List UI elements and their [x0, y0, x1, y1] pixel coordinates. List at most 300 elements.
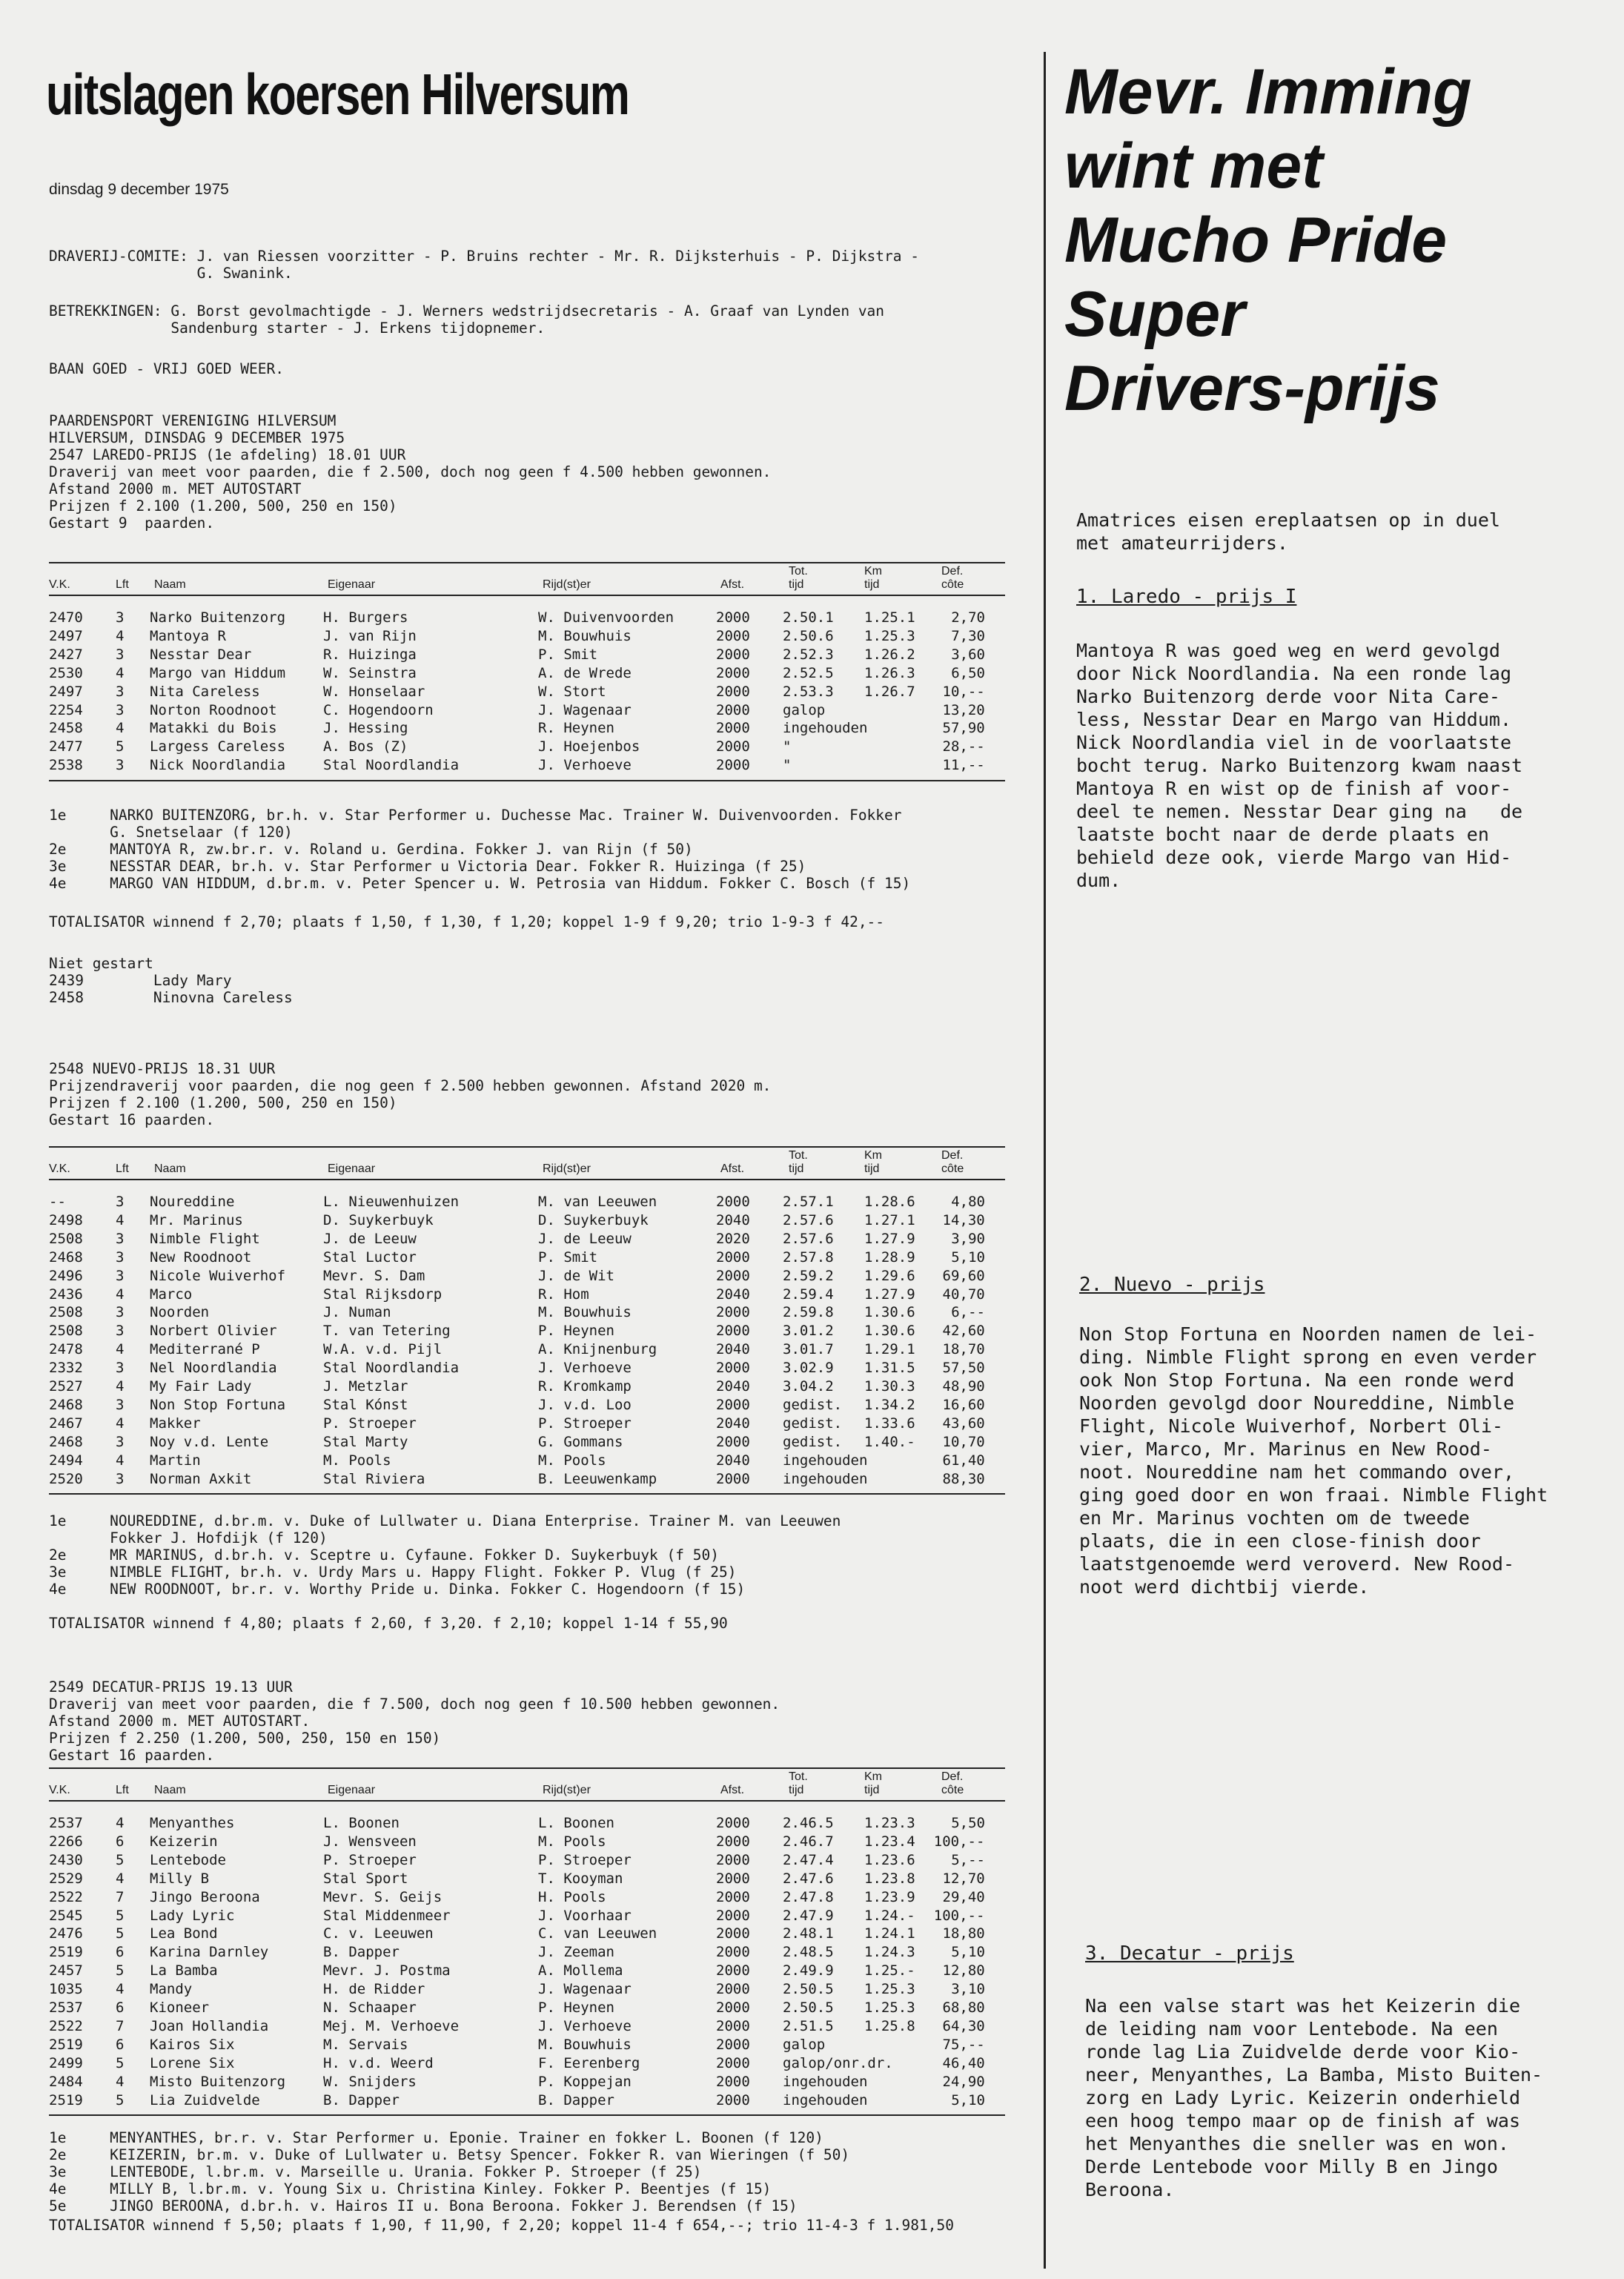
table-cell: 3.02.9 [783, 1360, 834, 1377]
table-cell: W. Honselaar [323, 683, 425, 700]
race-2-table [49, 1146, 1012, 1502]
table-cell: 2.50.6 [783, 627, 834, 644]
table-cell: ingehouden [783, 1452, 868, 1469]
table-row: 2508 3 Norbert Olivier T. van Tetering P. Heynen 2000 3.01.2 1.30.6 42,60 [49, 1323, 985, 1340]
table-cell: 2.53.3 [783, 683, 834, 700]
table-row: 2468 3 Noy v.d. Lente Stal Marty G. Gommans 2000 gedist. 1.40.- 10,70 [49, 1433, 985, 1450]
table-cell: 1.23.6 [864, 1851, 915, 1868]
table-cell: 2.46.7 [783, 1833, 834, 1850]
table-cell: H. de Ridder [323, 1981, 425, 1998]
race-1-table [49, 562, 1012, 784]
table-row: 2520 3 Norman Axkit Stal Riviera B. Leeuwenkamp 2000 ingehouden 88,30 [49, 1470, 985, 1487]
table-cell: 3 [116, 1248, 125, 1266]
table-cell: 2436 [49, 1286, 83, 1303]
table-cell: 2494 [49, 1452, 83, 1469]
table-cell: 2497 [49, 627, 83, 644]
table-cell: 2000 [716, 1981, 750, 1998]
table-cell: 2000 [716, 646, 750, 663]
table-cell: Stal Marty [323, 1433, 408, 1450]
table-cell: 5 [116, 1851, 125, 1868]
table-cell: 2496 [49, 1267, 83, 1284]
table-row: 2519 5 Lia Zuidvelde B. Dapper B. Dapper 2000 ingehouden 5,10 [49, 2091, 985, 2108]
table-cell: 3 [116, 757, 125, 774]
committee-text: DRAVERIJ-COMITE: J. van Riessen voorzitter - P. Bruins rechter - Mr. R. Dijksterhuis - P. Dijkstra - G. Swanink. [49, 248, 919, 282]
table-cell: 2000 [716, 1851, 750, 1868]
table-cell: 2000 [716, 1925, 750, 1942]
table-cell: W. Snijders [323, 2073, 417, 2090]
table-cell: 1.25.3 [864, 2000, 915, 2016]
table-cell: Jingo Beroona [150, 1888, 260, 1905]
table-cell: 2000 [716, 1304, 750, 1321]
table-top-rule [49, 1146, 1005, 1148]
table-cell: 7 [116, 2017, 125, 2034]
table-bottom-rule [49, 780, 1005, 781]
table-cell: galop [783, 2036, 826, 2053]
table-cell: R. Huizinga [323, 646, 417, 663]
table-cell: D. Suykerbuyk [538, 1211, 649, 1228]
table-cell: gedist. [783, 1433, 843, 1450]
table-cell: 2537 [49, 1815, 83, 1831]
table-cell: 2000 [716, 1888, 750, 1905]
table-cell: Lentebode [150, 1851, 226, 1868]
table-cell: 2000 [716, 2017, 750, 2034]
column-divider [1044, 52, 1046, 2269]
section-body-1: Mantoya R was goed weg en werd gevolgd door Nick Noordlandia. Na een ronde lag Narko Buitenzorg derde voor Nita Care- less, Nesstar Dear en Margo van Hiddum. Nick Noordlandia viel in de voorlaatste bocht terug. Narko Buitenzorg kwam naast Mantoya R en wist op de finish af voor- deel te nemen. Nesstar Dear ging na de laatste bocht naar de derde plaats en behield deze ook, vierde Margo van Hid- dum. [1076, 640, 1523, 891]
table-cell: 1.24.1 [864, 1925, 915, 1942]
table-cell: J. Voorhaar [538, 1907, 632, 1924]
table-cell: 4 [116, 1452, 125, 1469]
table-cell: 2.52.3 [783, 646, 834, 663]
table-cell: 2000 [716, 1962, 750, 1979]
table-cell: 3 [116, 1470, 125, 1487]
table-cell: 3 [116, 1194, 125, 1210]
table-row: 1035 4 Mandy H. de Ridder J. Wagenaar 2000 2.50.5 1.25.3 3,10 [49, 1981, 985, 1998]
column-header: côte [941, 1784, 964, 1796]
column-header: Rijd(st)er [543, 1162, 591, 1175]
table-cell: Norbert Olivier [150, 1323, 277, 1340]
table-cell: J. van Rijn [323, 627, 417, 644]
table-row: 2478 4 Mediterrané P W.A. v.d. Pijl A. Knijnenburg 2040 3.01.7 1.29.1 18,70 [49, 1341, 985, 1358]
race-1-not-started: Niet gestart 2439 Lady Mary 2458 Ninovna Careless [49, 955, 293, 1006]
table-cell: 2040 [716, 1452, 750, 1469]
table-cell: Stal Riviera [323, 1470, 425, 1487]
table-row: 2519 6 Karina Darnley B. Dapper J. Zeeman 2000 2.48.5 1.24.3 5,10 [49, 1944, 985, 1961]
table-cell: 6 [116, 1833, 125, 1850]
table-cell: B. Dapper [538, 2091, 614, 2108]
table-cell: 1.26.7 [864, 683, 915, 700]
table-cell: Stal Kónst [323, 1396, 408, 1413]
table-cell: 2.52.5 [783, 664, 834, 681]
table-cell: Nick Noordlandia [150, 757, 286, 774]
table-cell: 2000 [716, 2073, 750, 2090]
table-cell: 3 [116, 1230, 125, 1247]
table-cell: 4 [116, 627, 125, 644]
table-cell: 2508 [49, 1304, 83, 1321]
table-cell: 2522 [49, 2017, 83, 2034]
table-cell: M. Servais [323, 2036, 408, 2053]
table-row: 2522 7 Joan Hollandia Mej. M. Verhoeve J. Verhoeve 2000 2.51.5 1.25.8 64,30 [49, 2017, 985, 2034]
table-cell: Lady Lyric [150, 1907, 235, 1924]
race-2-intro: 2548 NUEVO-PRIJS 18.31 UUR Prijzendraverij voor paarden, die nog geen f 2.500 hebben gewonnen. Afstand 2020 m. Prijzen f 2.100 (1.200, 500, 250 en 150) Gestart 16 paarden. [49, 1060, 772, 1128]
column-header: Km [864, 1770, 882, 1783]
table-cell: 2476 [49, 1925, 83, 1942]
table-cell: " [783, 757, 792, 774]
table-cell: 1.30.6 [864, 1323, 915, 1340]
table-cell: 2522 [49, 1888, 83, 1905]
table-cell: 2468 [49, 1396, 83, 1413]
table-cell: Karina Darnley [150, 1944, 269, 1961]
table-cell: 1.28.9 [864, 1248, 915, 1266]
table-cell: 1.27.9 [864, 1230, 915, 1247]
table-cell: 2468 [49, 1248, 83, 1266]
table-cell: 2.50.5 [783, 1981, 834, 1998]
table-cell: 2040 [716, 1415, 750, 1432]
table-cell: 1.31.5 [864, 1360, 915, 1377]
table-cell: B. Leeuwenkamp [538, 1470, 657, 1487]
column-header: Naam [154, 1784, 186, 1796]
table-cell: J. Wagenaar [538, 1981, 632, 1998]
table-cell: J. Verhoeve [538, 757, 632, 774]
table-cell: " [783, 738, 792, 755]
table-cell: 2498 [49, 1211, 83, 1228]
table-cell: New Roodnoot [150, 1248, 252, 1266]
table-cell: 3 [116, 1433, 125, 1450]
column-header: côte [941, 1162, 964, 1175]
table-cell: 6 [116, 2000, 125, 2016]
table-cell: 2.47.6 [783, 1870, 834, 1887]
race-1-intro: 2547 LAREDO-PRIJS (1e afdeling) 18.01 UUR Draverij van meet voor paarden, die f 2.500, doch nog geen f 4.500 hebben gewonnen. Afstand 2000 m. MET AUTOSTART Prijzen f 2.100 (1.200, 500, 250 en 150) Gestart 9 paarden. [49, 446, 772, 532]
column-header: tijd [864, 1784, 880, 1796]
table-cell: Mevr. S. Geijs [323, 1888, 443, 1905]
table-cell: 2.50.5 [783, 2000, 834, 2016]
table-cell: P. Heynen [538, 1323, 614, 1340]
table-cell: A. de Wrede [538, 664, 632, 681]
table-cell: F. Eerenberg [538, 2054, 640, 2071]
table-row: 2508 3 Nimble Flight J. de Leeuw J. de Leeuw 2020 2.57.6 1.27.9 3,90 [49, 1230, 985, 1247]
table-cell: J. Metzlar [323, 1378, 408, 1395]
table-cell: 1.23.3 [864, 1815, 915, 1831]
table-row: 2519 6 Kairos Six M. Servais M. Bouwhuis 2000 galop 75,-- [49, 2036, 985, 2053]
table-cell: H. Pools [538, 1888, 606, 1905]
table-cell: M. van Leeuwen [538, 1194, 657, 1210]
table-cell: Norton Roodnoot [150, 701, 277, 718]
table-cell: Norman Axkit [150, 1470, 252, 1487]
column-header: Rijd(st)er [543, 1784, 591, 1796]
table-cell: 2000 [716, 1323, 750, 1340]
table-cell: J. Verhoeve [538, 2017, 632, 2034]
table-cell: G. Gommans [538, 1433, 623, 1450]
table-cell: 1.30.3 [864, 1378, 915, 1395]
table-cell: Joan Hollandia [150, 2017, 269, 2034]
table-cell: 4 [116, 1981, 125, 1998]
column-header: Tot. [789, 1770, 808, 1783]
table-cell: 2000 [716, 1470, 750, 1487]
table-cell: gedist. [783, 1415, 843, 1432]
table-cell: J. Verhoeve [538, 1360, 632, 1377]
column-header: Afst. [720, 1784, 745, 1796]
table-cell: 4 [116, 664, 125, 681]
column-header: Eigenaar [328, 1162, 376, 1175]
race-3-results: 1e MENYANTHES, br.r. v. Star Performer u. Eponie. Trainer en fokker L. Boonen (f 120) 2e KEIZERIN, br.m. v. Duke of Lullwater u. Betsy Spencer. Fokker R. van Wieringen (f 50) 3e LENTEBODE, l.br.m. v. Marseille u. Urania. Fokker P. Stroeper (f 25) 4e MILLY B, l.br.m. v. Young Six u. Christina Kinley. Fokker P. Beentjes (f 15) 5e JINGO BEROONA, d.br.h. v. Hairos II u. Bona Beroona. Fokker J. Berendsen (f 15) [49, 2129, 850, 2214]
table-cell: P. Heynen [538, 2000, 614, 2016]
table-cell: Margo van Hiddum [150, 664, 286, 681]
table-cell: 4 [116, 1815, 125, 1831]
table-cell: C. Hogendoorn [323, 701, 434, 718]
column-header: V.K. [49, 1162, 70, 1175]
section-heading-2: 2. Nuevo - prijs [1079, 1274, 1265, 1296]
table-cell: M. Pools [538, 1452, 606, 1469]
table-row: 2458 4 Matakki du Bois J. Hessing R. Heynen 2000 ingehouden 57,90 [49, 720, 985, 737]
table-cell: 2000 [716, 2054, 750, 2071]
table-cell: 2508 [49, 1323, 83, 1340]
section-heading-3: 3. Decatur - prijs [1085, 1942, 1294, 1965]
table-cell: 2000 [716, 683, 750, 700]
table-cell: 1.25.1 [864, 609, 915, 626]
race-3-table [49, 1767, 1035, 2123]
table-cell: 2000 [716, 1944, 750, 1961]
table-cell: 3 [116, 1323, 125, 1340]
column-header: Tot. [789, 1149, 808, 1162]
table-cell: 1.29.1 [864, 1341, 915, 1358]
column-header: Eigenaar [328, 1784, 376, 1796]
table-cell: 2527 [49, 1378, 83, 1395]
table-cell: 1.29.6 [864, 1267, 915, 1284]
table-cell: 3.01.2 [783, 1323, 834, 1340]
table-cell: 4 [116, 1286, 125, 1303]
table-cell: 2.48.1 [783, 1925, 834, 1942]
section-heading-1: 1. Laredo - prijs I [1076, 586, 1297, 608]
table-cell: 2458 [49, 720, 83, 737]
table-cell: M. Bouwhuis [538, 627, 632, 644]
table-cell: Narko Buitenzorg [150, 609, 286, 626]
table-cell: 3.01.7 [783, 1341, 834, 1358]
table-cell: W. Stort [538, 683, 606, 700]
table-cell: 2000 [716, 1360, 750, 1377]
table-cell: Mantoya R [150, 627, 226, 644]
table-cell: Kioneer [150, 2000, 210, 2016]
table-cell: 1.40.- [864, 1433, 915, 1450]
table-cell: 2000 [716, 1433, 750, 1450]
table-cell: Lea Bond [150, 1925, 218, 1942]
table-cell: 1.23.4 [864, 1833, 915, 1850]
table-cell: 2.59.2 [783, 1267, 834, 1284]
table-row: -- 3 Noureddine L. Nieuwenhuizen M. van Leeuwen 2000 2.57.1 1.28.6 4,80 [49, 1194, 985, 1210]
table-row: 2530 4 Margo van Hiddum W. Seinstra A. de Wrede 2000 2.52.5 1.26.3 6,50 [49, 664, 985, 681]
table-cell: 2000 [716, 1815, 750, 1831]
table-cell: 2.59.8 [783, 1304, 834, 1321]
table-cell: J. Hessing [323, 720, 408, 737]
table-top-rule [49, 562, 1005, 563]
table-cell: 1.23.8 [864, 1870, 915, 1887]
column-header: Lft [116, 578, 129, 591]
table-row: 2499 5 Lorene Six H. v.d. Weerd F. Eerenberg 2000 galop/onr.dr. 46,40 [49, 2054, 985, 2071]
table-cell: 1.24.- [864, 1907, 915, 1924]
table-cell: 2040 [716, 1286, 750, 1303]
table-cell: 2497 [49, 683, 83, 700]
table-cell: J. de Wit [538, 1267, 614, 1284]
column-header: Lft [116, 1162, 129, 1175]
table-cell: 2508 [49, 1230, 83, 1247]
organizer-text: PAARDENSPORT VERENIGING HILVERSUM HILVERSUM, DINSDAG 9 DECEMBER 1975 [49, 412, 345, 446]
table-cell: ingehouden [783, 2073, 868, 2090]
table-cell: 2.49.9 [783, 1962, 834, 1979]
column-header: Naam [154, 578, 186, 591]
table-cell: Menyanthes [150, 1815, 235, 1831]
table-cell: Lia Zuidvelde [150, 2091, 260, 2108]
table-cell: Noorden [150, 1304, 210, 1321]
table-cell: 2000 [716, 627, 750, 644]
table-cell: N. Schaaper [323, 2000, 417, 2016]
column-header: Km [864, 565, 882, 578]
table-cell: 3 [116, 1396, 125, 1413]
column-header: Naam [154, 1162, 186, 1175]
table-cell: 2000 [716, 757, 750, 774]
table-cell: 2.57.6 [783, 1211, 834, 1228]
table-cell: gedist. [783, 1396, 843, 1413]
table-cell: J. de Leeuw [323, 1230, 417, 1247]
table-cell: 2000 [716, 1907, 750, 1924]
table-cell: 2530 [49, 664, 83, 681]
table-cell: 2.51.5 [783, 2017, 834, 2034]
table-cell: 2529 [49, 1870, 83, 1887]
table-cell: J. Wensveen [323, 1833, 417, 1850]
table-cell: Makker [150, 1415, 201, 1432]
table-bottom-rule [49, 1493, 1005, 1495]
table-cell: 3 [116, 1267, 125, 1284]
table-cell: A. Knijnenburg [538, 1341, 657, 1358]
table-cell: Nita Careless [150, 683, 260, 700]
table-cell: 6 [116, 2036, 125, 2053]
table-cell: 2519 [49, 1944, 83, 1961]
table-cell: Martin [150, 1452, 201, 1469]
table-cell: J. v.d. Loo [538, 1396, 632, 1413]
table-cell: 1.25.3 [864, 1981, 915, 1998]
table-cell: 2.59.4 [783, 1286, 834, 1303]
table-cell: Keizerin [150, 1833, 218, 1850]
table-cell: 1.25.- [864, 1962, 915, 1979]
table-row: 2332 3 Nel Noordlandia Stal Noordlandia J. Verhoeve 2000 3.02.9 1.31.5 57,50 [49, 1360, 985, 1377]
table-cell: M. Bouwhuis [538, 2036, 632, 2053]
table-cell: 5 [116, 1962, 125, 1979]
table-cell: 3 [116, 1360, 125, 1377]
table-cell: Noy v.d. Lente [150, 1433, 269, 1450]
table-row: 2498 4 Mr. Marinus D. Suykerbuyk D. Suykerbuyk 2040 2.57.6 1.27.1 14,30 [49, 1211, 985, 1228]
table-cell: 1.25.8 [864, 2017, 915, 2034]
article-lead: Amatrices eisen ereplaatsen op in duel met amateurrijders. [1076, 509, 1500, 554]
table-cell: Largess Careless [150, 738, 286, 755]
page-title: uitslagen koersen Hilversum [46, 62, 629, 127]
table-cell: 2000 [716, 1194, 750, 1210]
table-cell: 2430 [49, 1851, 83, 1868]
table-header [49, 1149, 1005, 1179]
table-row: 2266 6 Keizerin J. Wensveen M. Pools 2000 2.46.7 1.23.4 100,-- [49, 1833, 985, 1850]
table-cell: 1.25.3 [864, 627, 915, 644]
race-3-intro: 2549 DECATUR-PRIJS 19.13 UUR Draverij van meet voor paarden, die f 7.500, doch nog geen f 10.500 hebben gewonnen. Afstand 2000 m. MET AUTOSTART. Prijzen f 2.250 (1.200, 500, 250, 150 en 150) Gestart 16 paarden. [49, 1678, 780, 1764]
table-bottom-rule [49, 2114, 1005, 2116]
table-cell: Nel Noordlandia [150, 1360, 277, 1377]
table-cell: 2040 [716, 1341, 750, 1358]
table-cell: Mej. M. Verhoeve [323, 2017, 460, 2034]
table-cell: 1.24.3 [864, 1944, 915, 1961]
table-cell: 2.47.8 [783, 1888, 834, 1905]
table-cell: W. Seinstra [323, 664, 417, 681]
section-body-3: Na een valse start was het Keizerin die de leiding nam voor Lentebode. Na een ronde lag Lia Zuidvelde derde voor Kio- neer, Menyanthes, La Bamba, Misto Buiten- zorg en Lady Lyric. Keizerin onderhield een hoog tempo maar op de finish af was het Menyanthes die sneller was en won. Derde Lentebode voor Milly B en Jingo Beroona. [1085, 1995, 1543, 2200]
table-cell: 2.48.5 [783, 1944, 834, 1961]
table-cell: L. Boonen [538, 1815, 614, 1831]
column-header: Rijd(st)er [543, 578, 591, 591]
table-row: 2468 3 New Roodnoot Stal Luctor P. Smit 2000 2.57.8 1.28.9 5,10 [49, 1248, 985, 1266]
table-cell: 2538 [49, 757, 83, 774]
table-cell: 1.33.6 [864, 1415, 915, 1432]
column-header: Def. [941, 1149, 964, 1162]
table-row: 2427 3 Nesstar Dear R. Huizinga P. Smit 2000 2.52.3 1.26.2 3,60 [49, 646, 985, 663]
table-cell: Lorene Six [150, 2054, 235, 2071]
table-cell: 2520 [49, 1470, 83, 1487]
table-cell: 4 [116, 720, 125, 737]
table-row: 2484 4 Misto Buitenzorg W. Snijders P. Koppejan 2000 ingehouden 24,90 [49, 2073, 985, 2090]
table-cell: 2020 [716, 1230, 750, 1247]
table-cell: -- [49, 1194, 66, 1210]
table-cell: Nimble Flight [150, 1230, 260, 1247]
table-cell: 1.26.3 [864, 664, 915, 681]
table-cell: 2.47.4 [783, 1851, 834, 1868]
table-cell: A. Bos (Z) [323, 738, 408, 755]
table-cell: L. Nieuwenhuizen [323, 1194, 460, 1210]
column-header: Afst. [720, 1162, 745, 1175]
table-cell: P. Stroeper [323, 1851, 417, 1868]
table-cell: A. Mollema [538, 1962, 623, 1979]
table-cell: J. Hoejenbos [538, 738, 640, 755]
table-cell: H. v.d. Weerd [323, 2054, 434, 2071]
table-row: 2527 4 My Fair Lady J. Metzlar R. Kromkamp 2040 3.04.2 1.30.3 48,90 [49, 1378, 985, 1395]
table-cell: 4 [116, 1211, 125, 1228]
table-cell: 2000 [716, 720, 750, 737]
table-header-rule [49, 1179, 1005, 1180]
table-cell: 2427 [49, 646, 83, 663]
table-cell: 7 [116, 1888, 125, 1905]
table-cell: J. Numan [323, 1304, 391, 1321]
table-cell: 1.30.6 [864, 1304, 915, 1321]
table-cell: Mediterrané P [150, 1341, 260, 1358]
table-cell: P. Smit [538, 1248, 598, 1266]
table-cell: 2519 [49, 2036, 83, 2053]
table-cell: H. Burgers [323, 609, 408, 626]
table-cell: J. Wagenaar [538, 701, 632, 718]
table-cell: 1.27.1 [864, 1211, 915, 1228]
table-cell: 2519 [49, 2091, 83, 2108]
table-cell: 1.23.9 [864, 1888, 915, 1905]
column-header: côte [941, 578, 964, 591]
race-2-totalisator: TOTALISATOR winnend f 4,80; plaats f 2,60, f 3,20. f 2,10; koppel 1-14 f 55,90 [49, 1615, 728, 1632]
table-cell: 4 [116, 2073, 125, 2090]
table-row: 2254 3 Norton Roodnoot C. Hogendoorn J. Wagenaar 2000 galop 13,20 [49, 701, 985, 718]
table-cell: 2000 [716, 1833, 750, 1850]
table-cell: My Fair Lady [150, 1378, 252, 1395]
table-row: 2529 4 Milly B Stal Sport T. Kooyman 2000 2.47.6 1.23.8 12,70 [49, 1870, 985, 1887]
table-cell: Mr. Marinus [150, 1211, 243, 1228]
table-row: 2537 6 Kioneer N. Schaaper P. Heynen 2000 2.50.5 1.25.3 68,80 [49, 2000, 985, 2016]
table-cell: 5 [116, 2091, 125, 2108]
table-cell: 6 [116, 1944, 125, 1961]
table-row: 2538 3 Nick Noordlandia Stal Noordlandia J. Verhoeve 2000 " 11,-- [49, 757, 985, 774]
table-cell: ingehouden [783, 720, 868, 737]
race-2-results: 1e NOUREDDINE, d.br.m. v. Duke of Lullwater u. Diana Enterprise. Trainer M. van Leeuwen Fokker J. Hofdijk (f 120) 2e MR MARINUS, d.br.h. v. Sceptre u. Cyfaune. Fokker D. Suykerbuyk (f 50) 3e NIMBLE FLIGHT, br.h. v. Urdy Mars u. Happy Flight. Fokker P. Vlug (f 25) 4e NEW ROODNOOT, br.r. v. Worthy Pride u. Dinka. Fokker C. Hogendoorn (f 15) [49, 1512, 841, 1598]
column-header: tijd [789, 578, 804, 591]
table-cell: 2484 [49, 2073, 83, 2090]
table-header [49, 1770, 1005, 1800]
table-cell: ingehouden [783, 2091, 868, 2108]
table-cell: 2000 [716, 1396, 750, 1413]
